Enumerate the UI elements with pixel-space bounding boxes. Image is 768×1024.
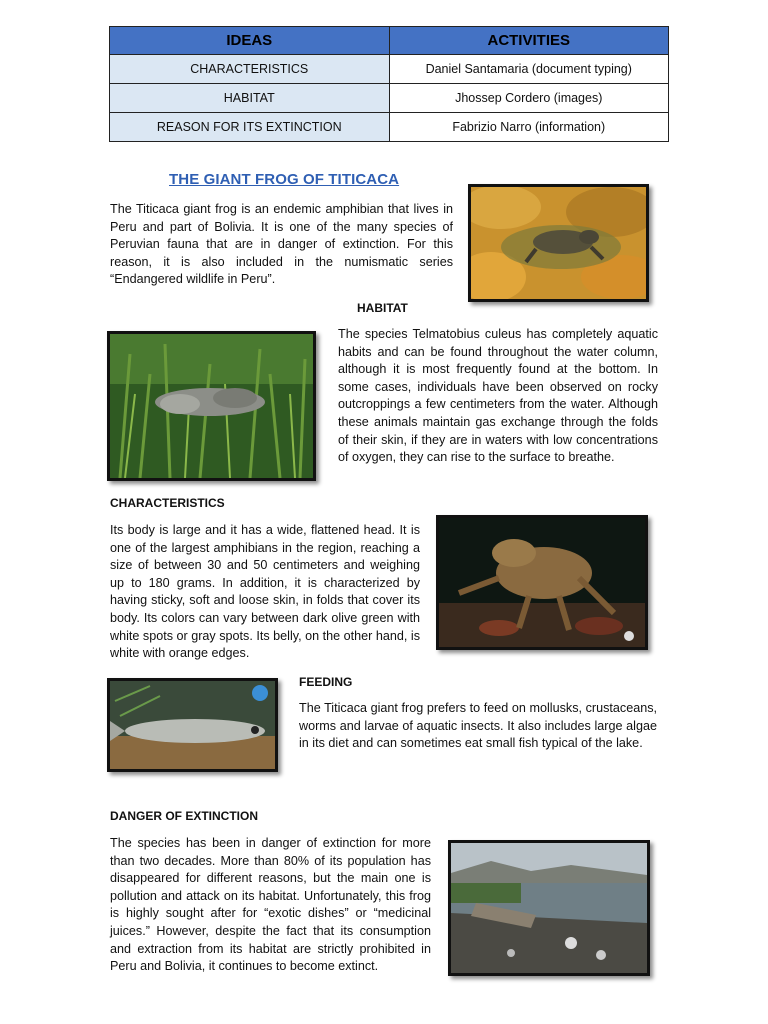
- feeding-heading: FEEDING: [299, 675, 353, 689]
- danger-heading: DANGER OF EXTINCTION: [110, 809, 259, 823]
- frog-underwater-photo: [107, 331, 316, 481]
- ideas-header: IDEAS: [110, 27, 390, 55]
- activity-cell: Jhossep Cordero (images): [389, 84, 669, 113]
- small-fish-photo: [107, 678, 278, 772]
- characteristics-paragraph: Its body is large and it has a wide, flattened head. It is one of the largest amphibians in the region, reaching a size of between 30 and 50 centimeters and weighing up to 180 grams. In addition, it is characterized by having sticky, soft and loose skin, in folds that cover its body. Its colors can vary between dark olive green with white spots or gray spots. Its belly, on the other hand, is white with orange edges.: [110, 523, 420, 661]
- idea-cell: HABITAT: [110, 84, 390, 113]
- activity-cell: Daniel Santamaria (document typing): [389, 55, 669, 84]
- characteristics-heading: CHARACTERISTICS: [110, 496, 225, 510]
- activities-header: ACTIVITIES: [389, 27, 669, 55]
- habitat-heading: HABITAT: [357, 301, 408, 315]
- idea-cell: CHARACTERISTICS: [110, 55, 390, 84]
- table-row: [110, 84, 669, 113]
- frog-dark-background-photo: [436, 515, 648, 650]
- frog-on-rocks-photo: [468, 184, 649, 302]
- idea-cell: REASON FOR ITS EXTINCTION: [110, 113, 390, 142]
- intro-paragraph: The Titicaca giant frog is an endemic amphibian that lives in Peru and part of Bolivia. It is one of the many species of Peruvian fauna that are in danger of extinction. For this reason, it is also included in the numismatic series “Endangered wildlife in Peru”.: [110, 202, 453, 287]
- table-row: [110, 113, 669, 142]
- table-header-row: [110, 27, 669, 55]
- page-title[interactable]: THE GIANT FROG OF TITICACA: [169, 171, 400, 188]
- table-row: [110, 55, 669, 84]
- assignment-table: [109, 26, 669, 142]
- habitat-paragraph: The species Telmatobius culeus has completely aquatic habits and can be found throughout the water column, although it is most frequently found at the bottom. In some cases, individuals have been observed on rocky outcroppings a few centimeters from the water. Although these animals maintain gas exchange through the folds of their skin, if they are in waters with low concentrations of oxygen, they can rise to the surface to breathe.: [338, 327, 658, 465]
- activity-cell: Fabrizio Narro (information): [389, 113, 669, 142]
- feeding-paragraph: The Titicaca giant frog prefers to feed on mollusks, crustaceans, worms and larvae of aquatic insects. It also includes large algae in its diet and can sometimes eat small fish typical of the lake.: [299, 701, 657, 751]
- polluted-lake-shore-photo: [448, 840, 650, 976]
- danger-paragraph: The species has been in danger of extinction for more than two decades. More than 80% of its population has disappeared for different reasons, but the main one is pollution and attack on its habitat. Unfortunately, this frog is highly sought after for “exotic dishes” or “medicinal juices.” However, despite the fact that its consumption and extraction from its habitat are strictly prohibited in Peru and Bolivia, it continues to become extinct.: [110, 836, 431, 974]
